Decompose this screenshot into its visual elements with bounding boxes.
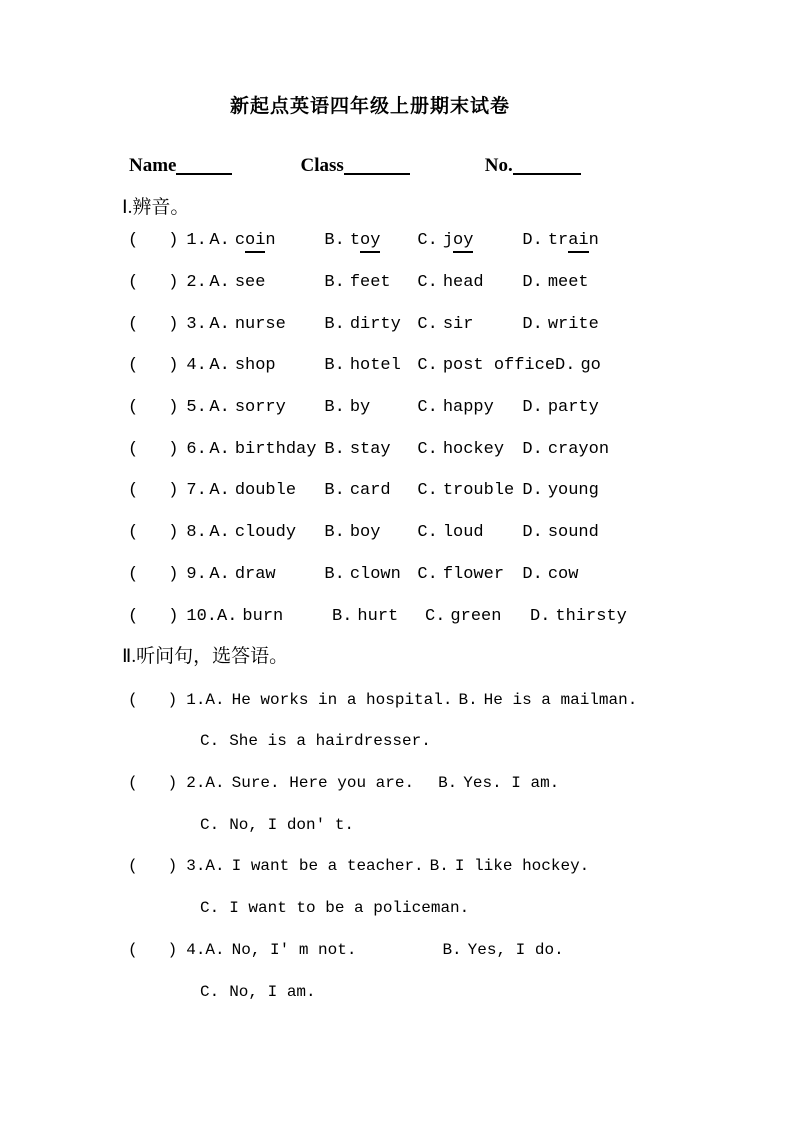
option-label: C.	[417, 356, 438, 376]
option-label: A.	[209, 439, 230, 459]
answer-b-text: He is a mailman.	[483, 690, 638, 709]
option-word: dirty	[349, 314, 401, 334]
option-c	[417, 316, 522, 333]
option-word: nurse	[234, 314, 286, 334]
option-d	[555, 357, 601, 374]
answer-c-text: No, I am.	[229, 982, 316, 1001]
listening-question	[0, 929, 793, 1012]
listening-question-line2	[0, 887, 793, 929]
option-word: stay	[349, 439, 391, 459]
answer-bracket-open-icon: (	[128, 774, 138, 793]
question-number-and-option-a-label: 3.A.	[186, 857, 225, 876]
fill-in-blank-line[interactable]	[513, 161, 581, 175]
option-word: sir	[442, 314, 474, 334]
phonics-question-list	[0, 220, 793, 637]
option-label: C.	[425, 606, 446, 626]
option-label: D.	[522, 523, 543, 543]
option-label: B.	[324, 231, 345, 251]
option-word: cow	[547, 564, 579, 584]
header-field	[300, 154, 409, 178]
phonics-question-row	[0, 387, 793, 429]
listening-question-line1	[0, 679, 793, 721]
option-word: see	[234, 273, 266, 293]
phonics-question-row	[0, 262, 793, 304]
option-label: C.	[200, 815, 220, 834]
option-word: party	[547, 398, 599, 418]
option-b	[324, 399, 417, 416]
option-label: C.	[417, 439, 438, 459]
question-number-and-option-a-label: 4.A.	[186, 940, 225, 959]
phonics-question-row	[0, 220, 793, 262]
option-label: B.	[324, 356, 345, 376]
option-b	[332, 608, 425, 625]
question-number: 5.	[186, 398, 207, 418]
option-label: D.	[522, 273, 543, 293]
listening-question	[0, 846, 793, 929]
option-a	[209, 524, 324, 541]
option-b	[324, 566, 417, 583]
answer-bracket-open-icon: (	[128, 356, 139, 376]
answer-bracket-close-icon: )	[168, 231, 179, 251]
listening-question-line2	[0, 721, 793, 763]
option-word: crayon	[547, 439, 610, 459]
option-d	[522, 482, 598, 499]
answer-a-text: He works in a hospital.	[231, 690, 453, 709]
option-label: C.	[417, 481, 438, 501]
option-b	[458, 692, 637, 708]
option-label: A.	[209, 481, 230, 501]
option-a	[209, 357, 324, 374]
answer-bracket-close-icon: )	[167, 690, 178, 709]
option-b	[442, 942, 563, 958]
option-word: sound	[547, 523, 599, 543]
option-label: A.	[209, 356, 230, 376]
option-c	[417, 399, 522, 416]
option-label: C.	[417, 398, 438, 418]
option-word: hockey	[442, 439, 505, 459]
answer-b-text: I like hockey.	[454, 857, 590, 876]
option-label: A.	[209, 523, 230, 543]
option-word: clown	[349, 564, 401, 584]
option-label: B.	[442, 940, 462, 959]
option-label: C.	[200, 982, 220, 1001]
option-word: toy	[350, 232, 381, 249]
option-word: coin	[235, 232, 276, 249]
option-word: burn	[242, 606, 284, 626]
answer-bracket-close-icon: )	[167, 774, 178, 793]
option-word: post office	[442, 356, 556, 376]
answer-bracket-close-icon: )	[167, 857, 178, 876]
answer-bracket-open-icon: (	[128, 857, 138, 876]
header-field-label: Class	[300, 155, 344, 176]
underlined-letters: oy	[453, 231, 473, 253]
option-label: C.	[200, 732, 220, 751]
phonics-question-row	[0, 470, 793, 512]
option-b	[438, 775, 559, 791]
underlined-letters: oi	[245, 231, 265, 253]
option-label: B.	[324, 273, 345, 293]
question-number: 4.	[186, 356, 207, 376]
answer-bracket-open-icon: (	[128, 690, 138, 709]
answer-b-text: Yes, I do.	[467, 940, 564, 959]
option-word: sorry	[234, 398, 286, 418]
underlined-letters: oy	[360, 231, 380, 253]
option-word: draw	[234, 564, 276, 584]
option-label: D.	[522, 481, 543, 501]
question-number-and-option-a-label: 1.A.	[186, 690, 225, 709]
option-d	[522, 232, 598, 249]
option-b	[324, 232, 417, 249]
option-b	[324, 316, 417, 333]
question-number: 6.	[186, 439, 207, 459]
option-label: C.	[417, 273, 438, 293]
option-label: D.	[522, 314, 543, 334]
option-label: C.	[200, 899, 220, 918]
option-word: feet	[349, 273, 391, 293]
listening-question-line1	[0, 846, 793, 888]
answer-bracket-close-icon: )	[168, 523, 179, 543]
answer-c-text: I want to be a policeman.	[229, 899, 470, 918]
page-title: 新起点英语四年级上册期末试卷	[229, 96, 510, 117]
option-b	[324, 482, 417, 499]
answer-bracket-close-icon: )	[168, 564, 179, 584]
option-label: B.	[332, 606, 353, 626]
option-label: C.	[417, 231, 438, 251]
option-label: B.	[324, 564, 345, 584]
option-label: D.	[522, 564, 543, 584]
answer-bracket-open-icon: (	[128, 231, 139, 251]
answer-bracket-close-icon: )	[168, 356, 179, 376]
listening-question	[0, 679, 793, 762]
option-label: D.	[530, 606, 551, 626]
option-a	[217, 608, 332, 625]
option-a	[209, 482, 324, 499]
option-label: B.	[324, 439, 345, 459]
header-field-label: No.	[484, 155, 513, 176]
option-c	[417, 441, 522, 458]
answer-bracket-close-icon: )	[168, 273, 179, 293]
option-label: A.	[209, 273, 230, 293]
option-d	[522, 524, 598, 541]
option-d	[522, 441, 609, 458]
option-label: A.	[209, 314, 230, 334]
option-d	[522, 274, 588, 291]
answer-bracket-open-icon: (	[128, 481, 139, 501]
answer-a-text: I want be a teacher.	[231, 857, 424, 876]
question-number-and-option-a-label: 2.A.	[186, 774, 225, 793]
option-word: double	[234, 481, 297, 501]
option-b	[324, 274, 417, 291]
option-d	[522, 566, 578, 583]
option-label: D.	[522, 398, 543, 418]
phonics-question-row	[0, 595, 793, 637]
option-label: D.	[522, 231, 543, 251]
answer-bracket-open-icon: (	[128, 564, 139, 584]
option-label: B.	[324, 398, 345, 418]
answer-bracket-open-icon: (	[128, 398, 139, 418]
answer-bracket-close-icon: )	[168, 398, 179, 418]
underlined-letters: ai	[568, 231, 588, 253]
option-word: trouble	[442, 481, 515, 501]
option-label: B.	[438, 774, 458, 793]
phonics-question-row	[0, 428, 793, 470]
option-word: by	[349, 398, 371, 418]
option-word: card	[349, 481, 391, 501]
answer-bracket-close-icon: )	[168, 606, 179, 626]
option-word: write	[547, 314, 599, 334]
option-b	[324, 441, 417, 458]
option-word: flower	[442, 564, 505, 584]
option-word: train	[548, 232, 599, 249]
answer-c-text: No, I don' t.	[229, 815, 355, 834]
option-c	[417, 566, 522, 583]
option-c	[417, 524, 522, 541]
header-field	[485, 154, 581, 178]
option-c	[425, 608, 530, 625]
option-label: C.	[417, 564, 438, 584]
option-d	[530, 608, 627, 625]
option-c	[417, 482, 522, 499]
option-word: hurt	[357, 606, 399, 626]
question-number: 3.	[186, 314, 207, 334]
option-a	[209, 441, 324, 458]
option-word: head	[442, 273, 484, 293]
listening-question-line2	[0, 804, 793, 846]
option-d	[522, 316, 598, 333]
section2-heading: Ⅱ.听问句，选答语。	[122, 645, 289, 667]
option-label: A.	[209, 564, 230, 584]
question-number: 1.	[186, 231, 207, 251]
phonics-question-row	[0, 512, 793, 554]
fill-in-blank-line[interactable]	[344, 161, 410, 175]
answer-bracket-close-icon: )	[168, 481, 179, 501]
option-word: hotel	[349, 356, 401, 376]
option-b	[324, 524, 417, 541]
option-word: joy	[443, 232, 474, 249]
question-number: 9.	[186, 564, 207, 584]
phonics-question-row	[0, 345, 793, 387]
question-number: 2.	[186, 273, 207, 293]
option-label: D.	[555, 356, 576, 376]
option-d	[522, 399, 598, 416]
answer-b-text: Yes. I am.	[463, 774, 560, 793]
option-label: B.	[324, 314, 345, 334]
option-label: B.	[324, 523, 345, 543]
option-label: C.	[417, 314, 438, 334]
option-a	[209, 399, 324, 416]
option-word: cloudy	[234, 523, 297, 543]
answer-bracket-open-icon: (	[128, 314, 139, 334]
option-a	[209, 316, 324, 333]
option-word: loud	[442, 523, 484, 543]
answer-bracket-open-icon: (	[128, 940, 138, 959]
option-label: C.	[417, 523, 438, 543]
option-c	[417, 232, 522, 249]
header-field	[129, 154, 232, 178]
answer-bracket-open-icon: (	[128, 273, 139, 293]
answer-a-text: No, I' m not.	[231, 940, 357, 959]
option-word: happy	[442, 398, 494, 418]
phonics-question-row	[0, 303, 793, 345]
answer-c-text: She is a hairdresser.	[229, 732, 431, 751]
option-word: meet	[547, 273, 589, 293]
answer-bracket-open-icon: (	[128, 606, 139, 626]
option-word: shop	[234, 356, 276, 376]
option-b	[430, 858, 590, 874]
option-label: A.	[209, 231, 230, 251]
option-a	[209, 232, 324, 249]
listening-question-line1	[0, 929, 793, 971]
option-word: thirsty	[555, 606, 627, 626]
question-number: 8.	[186, 523, 207, 543]
answer-bracket-open-icon: (	[128, 523, 139, 543]
section1-heading: Ⅰ.辨音。	[122, 197, 190, 218]
option-label: B.	[458, 690, 478, 709]
listening-question-line1	[0, 762, 793, 804]
answer-a-text: Sure. Here you are.	[231, 774, 415, 793]
question-number: 7.	[186, 481, 207, 501]
answer-bracket-close-icon: )	[168, 314, 179, 334]
listening-question	[0, 762, 793, 845]
option-label: D.	[522, 439, 543, 459]
option-a	[209, 274, 324, 291]
option-word: birthday	[234, 439, 317, 459]
option-label: B.	[324, 481, 345, 501]
option-c	[417, 274, 522, 291]
listening-question-line2	[0, 971, 793, 1013]
listening-question-list	[0, 679, 793, 1013]
header-field-label: Name	[129, 155, 177, 176]
option-word: go	[580, 356, 601, 376]
answer-bracket-open-icon: (	[128, 439, 139, 459]
name-class-no-row	[129, 154, 793, 178]
option-label: B.	[429, 857, 449, 876]
answer-bracket-close-icon: )	[167, 940, 178, 959]
option-label: A.	[217, 606, 238, 626]
option-a	[209, 566, 324, 583]
option-word: young	[547, 481, 599, 501]
answer-bracket-close-icon: )	[168, 439, 179, 459]
question-number: 10.	[186, 606, 218, 626]
option-label: A.	[209, 398, 230, 418]
fill-in-blank-line[interactable]	[176, 161, 232, 175]
option-word: boy	[349, 523, 381, 543]
option-word: green	[450, 606, 502, 626]
option-b	[324, 357, 417, 374]
option-c	[417, 357, 555, 374]
phonics-question-row	[0, 554, 793, 596]
